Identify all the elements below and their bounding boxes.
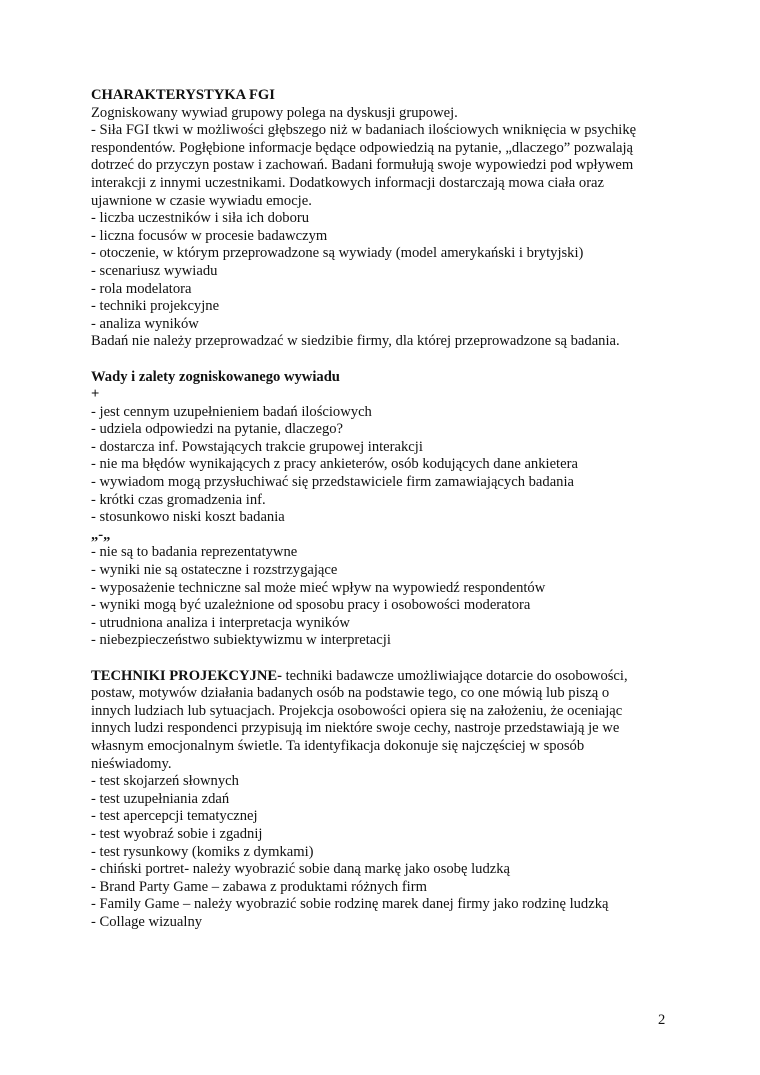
list-item: - chiński portret- należy wyobrazić sobie daną markę jako osobę ludzką — [91, 861, 511, 878]
list-item: - nie są to badania reprezentatywne — [91, 544, 298, 561]
fgi-heading: CHARAKTERYSTYKA FGI — [91, 87, 275, 103]
projective-heading: TECHNIKI PROJEKCYJNE- — [91, 667, 282, 684]
projective-paragraph-line: innych ludziach lub sytuacjach. Projekcja osobowości opiera się na założeniu, że oceniając — [91, 702, 623, 719]
list-item: - wyniki nie są ostateczne i rozstrzygające — [91, 562, 338, 579]
list-item: - utrudniona analiza i interpretacja wyników — [91, 614, 350, 631]
plus-list — [91, 404, 681, 527]
list-item: - stosunkowo niski koszt badania — [91, 509, 285, 526]
projective-first-line-text: techniki badawcze umożliwiające dotarcie do osobowości, — [281, 667, 628, 684]
minus-label: „-„ — [91, 526, 111, 543]
list-item: - wyposażenie techniczne sal może mieć wpływ na wypowiedź respondentów — [91, 579, 546, 596]
list-item: - liczba uczestników i siła ich doboru — [91, 210, 310, 227]
list-item: - test wyobraź sobie i zgadnij — [91, 825, 263, 842]
fgi-paragraph-line: - Siła FGI tkwi w możliwości głębszego niż w badaniach ilościowych wniknięcia w psychikę — [91, 122, 637, 139]
fgi-paragraph — [91, 122, 681, 210]
list-item: - wyniki mogą być uzależnione od sposobu pracy i osobowości moderatora — [91, 597, 531, 614]
projective-paragraph-line: postaw, motywów działania badanych osób na podstawie tego, co one mówią lub piszą o — [91, 685, 610, 702]
fgi-paragraph-line: dotrzeć do przyczyn postaw i zachowań. Badani formułują swoje wypowiedzi pod wpływem — [91, 157, 634, 174]
list-item: - analiza wyników — [91, 315, 199, 332]
list-item: - krótki czas gromadzenia inf. — [91, 491, 266, 508]
list-item: - dostarcza inf. Powstających trakcie grupowej interakcji — [91, 438, 423, 455]
projective-first-line — [91, 668, 681, 686]
list-item: - rola modelatora — [91, 280, 192, 297]
projective-list — [91, 773, 681, 931]
fgi-paragraph-line: ujawnione w czasie wywiadu emocje. — [91, 192, 312, 209]
plus-label: + — [91, 386, 100, 403]
list-item: - jest cennym uzupełnieniem badań ilościowych — [91, 403, 372, 420]
list-item: - techniki projekcyjne — [91, 298, 220, 315]
fgi-intro: Zogniskowany wywiad grupowy polega na dyskusji grupowej. — [91, 104, 458, 121]
list-item: - Brand Party Game – zabawa z produktami różnych firm — [91, 878, 427, 895]
list-item: - scenariusz wywiadu — [91, 262, 218, 279]
fgi-note: Badań nie należy przeprowadzać w siedzibie firmy, dla której przeprowadzone są badania. — [91, 333, 620, 350]
list-item: - liczna focusów w procesie badawczym — [91, 227, 328, 244]
projective-paragraph-line: innych ludzi respondenci przypisują im niektóre swoje cechy, nastroje przedstawiają je we — [91, 720, 620, 737]
page-number: 2 — [658, 1012, 666, 1028]
list-item: - otoczenie, w którym przeprowadzone są wywiady (model amerykański i brytyjski) — [91, 245, 584, 262]
list-item: - Family Game – należy wyobrazić sobie rodzinę marek danej firmy jako rodzinę ludzką — [91, 896, 609, 913]
list-item: - test uzupełniania zdań — [91, 790, 230, 807]
list-item: - wywiadom mogą przysłuchiwać się przedstawiciele firm zamawiających badania — [91, 474, 575, 491]
list-item: - nie ma błędów wynikających z pracy ankieterów, osób kodujących dane ankietera — [91, 456, 578, 473]
list-item: - udziela odpowiedzi na pytanie, dlaczego? — [91, 421, 344, 438]
fgi-list — [91, 210, 681, 333]
section-gap — [91, 650, 681, 668]
list-item: - niebezpieczeństwo subiektywizmu w interpretacji — [91, 632, 391, 649]
list-item: - test apercepcji tematycznej — [91, 808, 258, 825]
projective-paragraph-line: nieświadomy. — [91, 755, 172, 772]
pros-cons-heading: Wady i zalety zogniskowanego wywiadu — [91, 368, 340, 385]
fgi-paragraph-line: respondentów. Pogłębione informacje będące odpowiedzią na pytanie, „dlaczego” pozwalają — [91, 139, 634, 156]
list-item: - test rysunkowy (komiks z dymkami) — [91, 843, 314, 860]
document-page — [91, 87, 681, 932]
section-gap — [91, 351, 681, 369]
projective-paragraph-line: własnym emocjonalnym świetle. Ta identyfikacja dokonuje się najczęściej w sposób — [91, 737, 585, 754]
fgi-paragraph-line: interakcji z innymi uczestnikami. Dodatkowych informacji dostarczają mowa ciała oraz — [91, 174, 605, 191]
minus-list — [91, 544, 681, 650]
list-item: - test skojarzeń słownych — [91, 773, 239, 790]
projective-paragraph — [91, 685, 681, 773]
list-item: - Collage wizualny — [91, 913, 203, 930]
